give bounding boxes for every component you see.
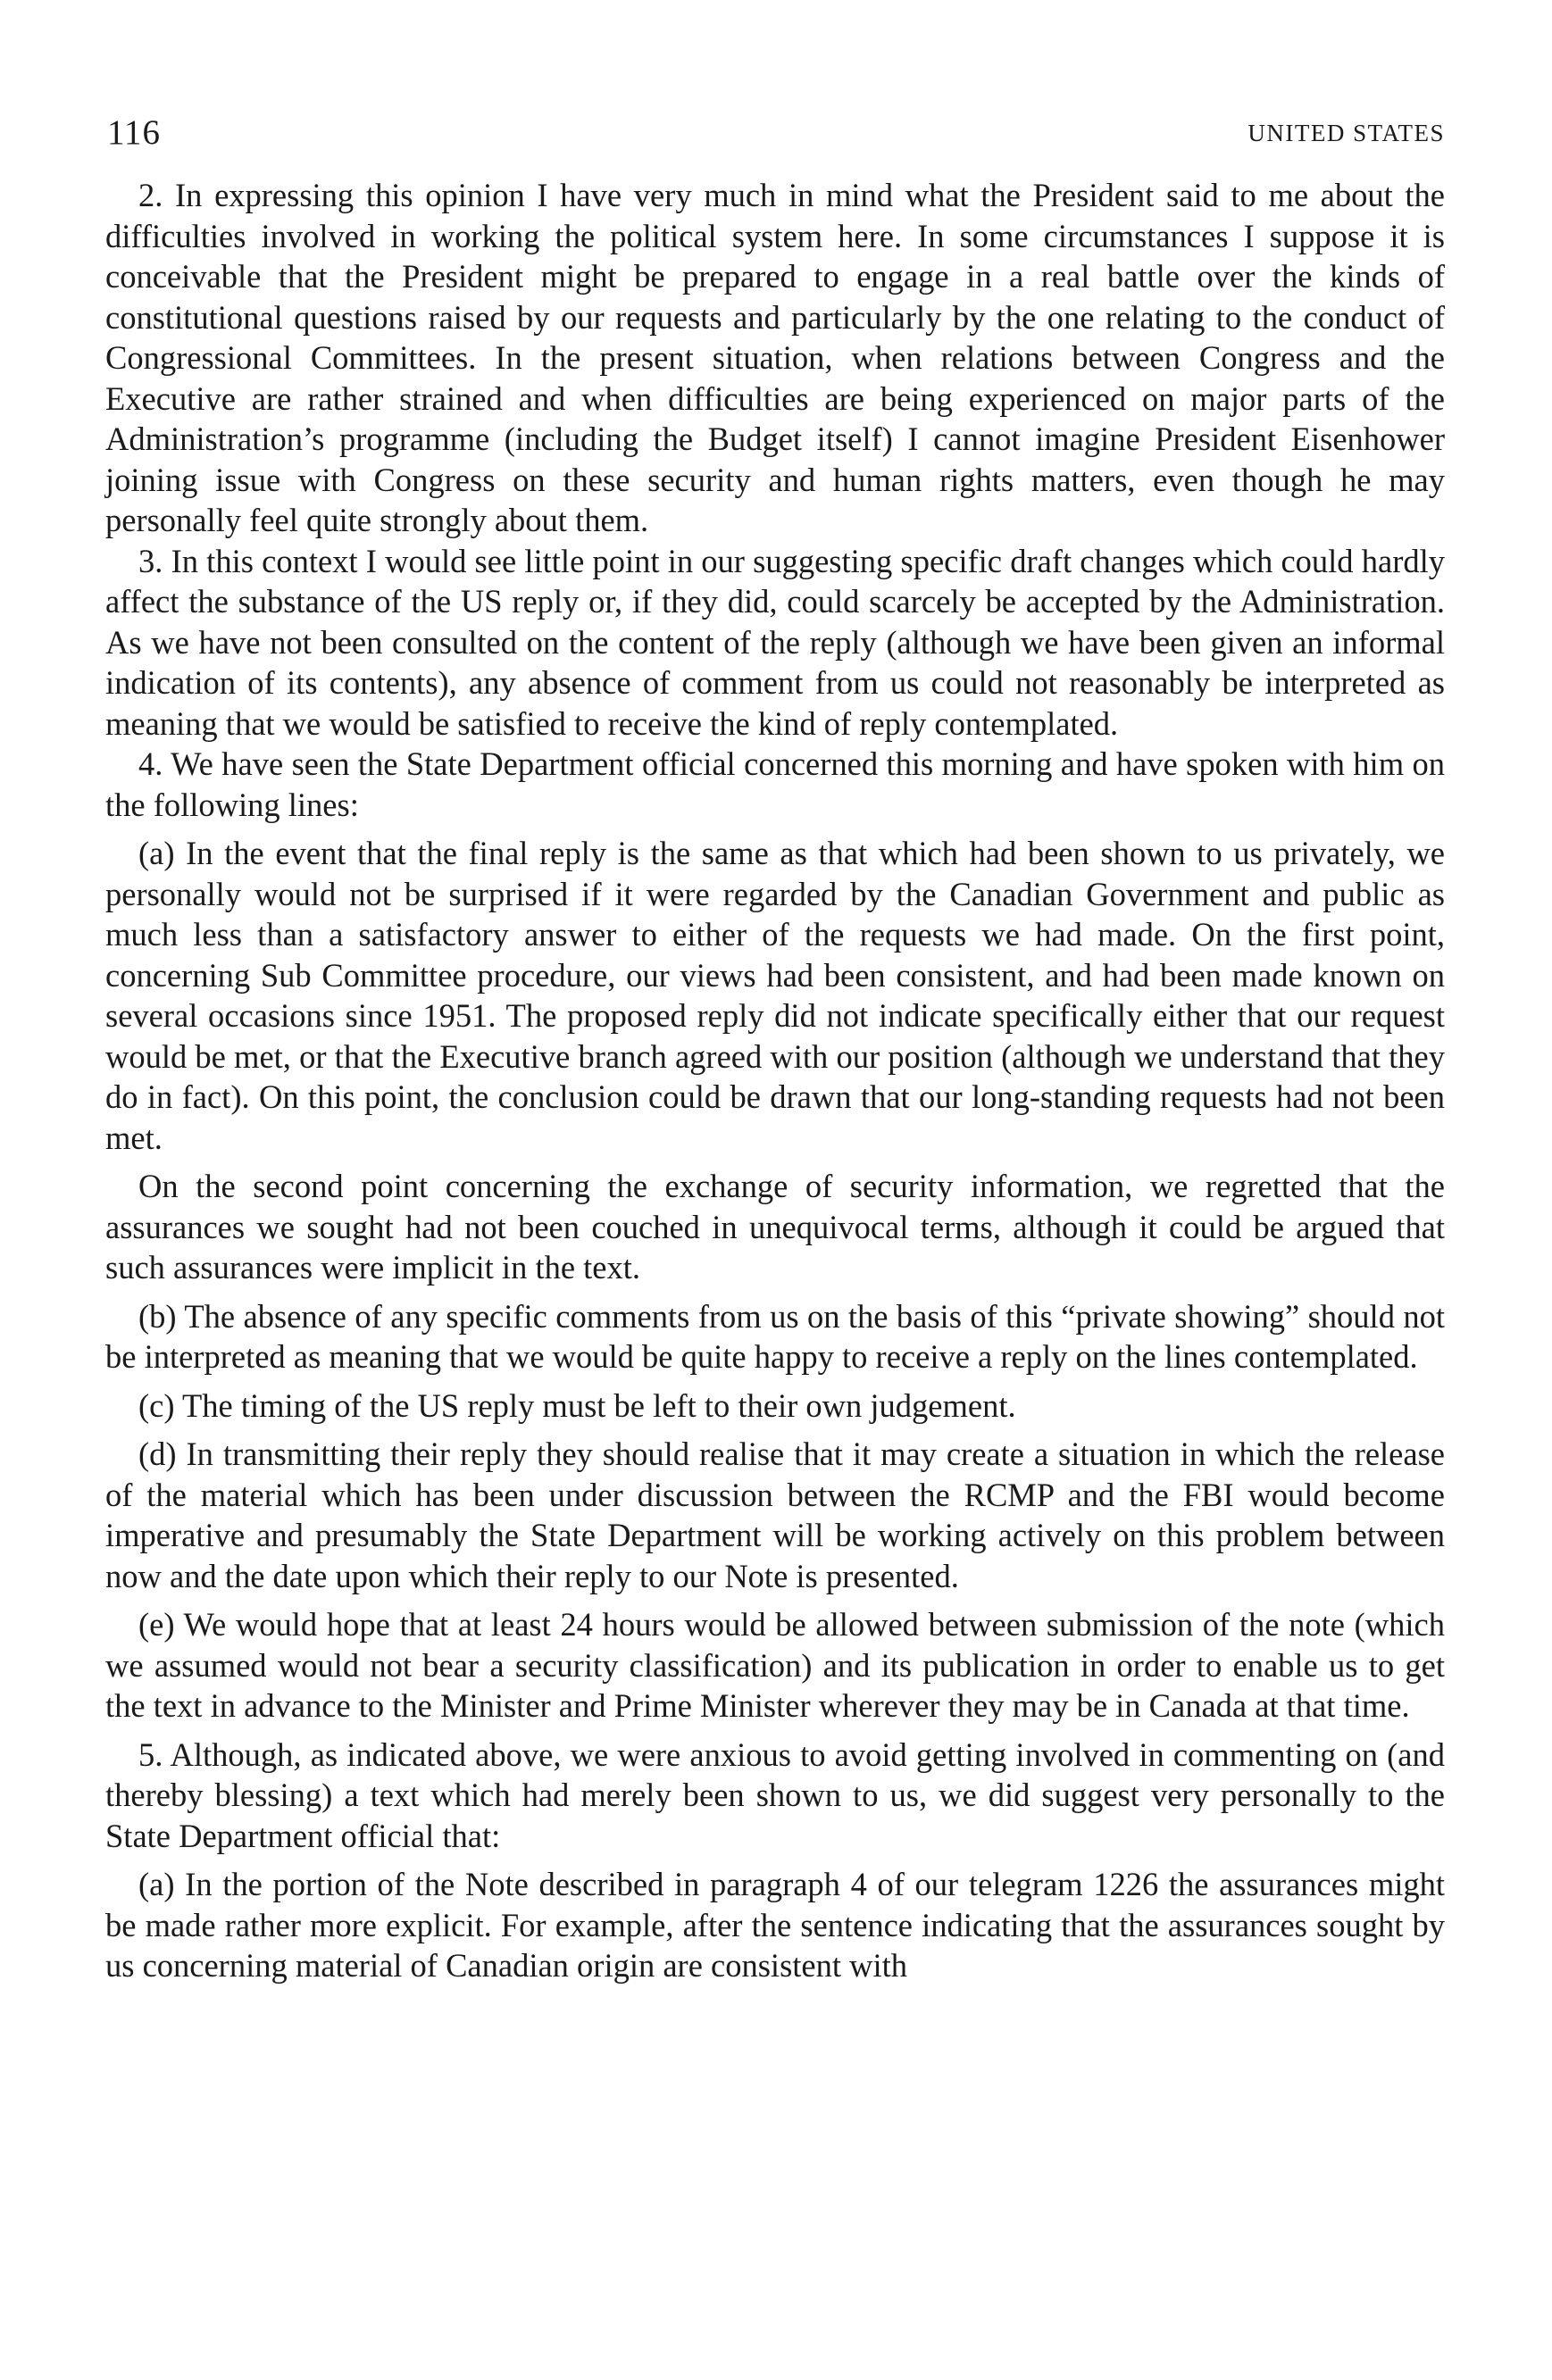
page-number: 116 bbox=[107, 113, 162, 152]
paragraph-4a-continued: On the second point concerning the exchange of security information, we regretted that the assurances we sought had not been couched in unequivocal terms, although it could be argued that such assurances were implicit in the text. bbox=[105, 1168, 1445, 1286]
running-title: UNITED STATES bbox=[1247, 120, 1445, 146]
paragraph-3: 3. In this context I would see little point in our suggesting specific draft changes which could hardly affect the substance of the US reply or, if they did, could scarcely be accepted by the Administration. As we have not been consulted on the content of the reply (although we have been given an informal indication of its contents), any absence of comment from us could not reasonably be interpreted as meaning that we would be satisfied to receive the kind of reply contemplated. bbox=[105, 542, 1445, 742]
paragraph-4: 4. We have seen the State Department official concerned this morning and have spoken with him on the following lines: bbox=[105, 745, 1445, 823]
paragraph-5a: (a) In the portion of the Note described in paragraph 4 of our telegram 1226 the assurances might be made rather more explicit. For example, after the sentence indicating that the assurances sought by us concerning material of Canadian origin are consistent with bbox=[105, 1866, 1445, 1984]
paragraph-4c: (c) The timing of the US reply must be left to their own judgement. bbox=[138, 1386, 1016, 1424]
paragraph-4d: (d) In transmitting their reply they should realise that it may create a situation in which the release of the material which has been under discussion between the RCMP and the FBI would become imperative and presumably the State Department will be working actively on this problem between now and the date upon which their reply to our Note is presented. bbox=[105, 1435, 1445, 1594]
paragraph-2: 2. In expressing this opinion I have very much in mind what the President said to me about the difficulties involved in working the political system here. In some circumstances I suppose it is conceivable that the President might be prepared to engage in a real battle over the kinds of constitutional questions raised by our requests and particularly by the one relating to the conduct of Congressional Committees. In the present situation, when relations between Congress and the Executive are rather strained and when difficulties are being experienced on major parts of the Administration’s programme (including the Budget itself) I cannot imagine President Eisenhower joining issue with Congress on these security and human rights matters, even though he may personally feel quite strongly about them. bbox=[105, 177, 1445, 538]
paragraph-4b: (b) The absence of any specific comments from us on the basis of this “private showing” should not be interpreted as meaning that we would be quite happy to receive a reply on the lines contemplated. bbox=[105, 1297, 1445, 1375]
running-head bbox=[105, 98, 1445, 152]
paragraph-4a: (a) In the event that the final reply is the same as that which had been shown to us privately, we personally would not be surprised if it were regarded by the Canadian Government and public as much less than a satisfactory answer to either of the requests we had made. On the first point, concerning Sub Committee procedure, our views had been consistent, and had been made known on several occasions since 1951. The proposed reply did not indicate specifically either that our request would be met, or that the Executive branch agreed with our position (although we understand that they do in fact). On this point, the conclusion could be drawn that our long-standing requests had not been met. bbox=[105, 835, 1445, 1156]
paragraph-5: 5. Although, as indicated above, we were anxious to avoid getting involved in commenting on (and thereby blessing) a text which had merely been shown to us, we did suggest very personally to the State Department official that: bbox=[105, 1735, 1445, 1854]
document-page bbox=[105, 98, 1445, 2348]
body-text bbox=[105, 175, 1445, 1986]
paragraph-4e: (e) We would hope that at least 24 hours would be allowed between submission of the note (which we assumed would not bear a security classification) and its publication in order to enable us to get the text in advance to the Minister and Prime Minister wherever they may be in Canada at that time. bbox=[105, 1606, 1445, 1724]
